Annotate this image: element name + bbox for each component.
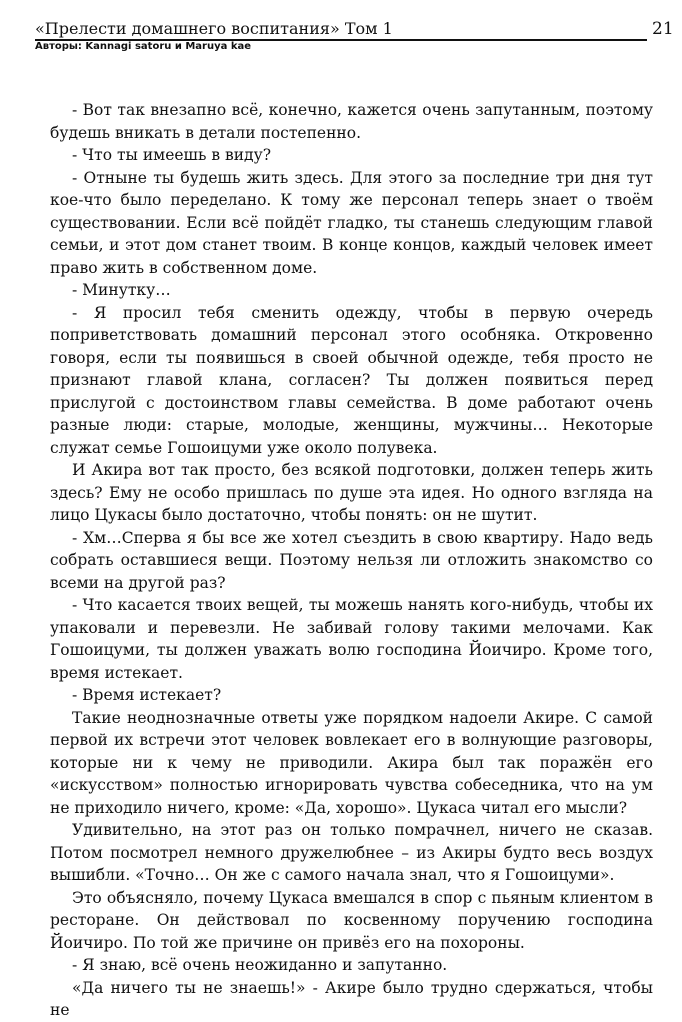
paragraph: - Минутку… <box>72 281 171 299</box>
paragraph: «Да ничего ты не знаешь!» - Акире было трудно сдержаться, чтобы не <box>50 978 653 1019</box>
authors-line: Авторы: Kannagi satoru и Maruya kae <box>35 41 252 52</box>
paragraph: - Хм…Сперва я бы все же хотел съездить в свою квартиру. Надо ведь собрать оставшиеся вещи. Поэтому нельзя ли отложить знакомство со всеми на другой раз? <box>50 528 653 592</box>
page-number: 21 <box>652 19 674 39</box>
body-text <box>50 99 653 1022</box>
paragraph: - Я знаю, всё очень неожиданно и запутанно. <box>72 956 448 974</box>
paragraph: - Отныне ты будешь жить здесь. Для этого за последние три дня тут кое-что было переделано. К тому же персонал теперь знает о твоём существовании. Если всё пойдёт гладко, ты станешь следующим главой семьи, и этот дом станет твоим. В конце концов, каждый человек имеет право жить в собственном доме. <box>50 168 653 277</box>
paragraph: - Я просил тебя сменить одежду, чтобы в первую очередь поприветствовать домашний персонал этого особняка. Откровенно говоря, если ты появишься в своей обычной одежде, тебя просто не признают главой клана, согласен? Ты должен появиться перед прислугой с достоинством главы семейства. В доме работают очень разные люди: старые, молодые, женщины, мужчины… Некоторые служат семье Гошоицуми уже около полувека. <box>50 303 653 457</box>
paragraph: Удивительно, на этот раз он только помрачнел, ничего не сказав. Потом посмотрел немного дружелюбнее – из Акиры будто весь воздух вышибли. «Точно… Он же с самого начала знал, что я Гошоицуми». <box>50 821 653 884</box>
running-header <box>35 14 647 54</box>
paragraph: Это объясняло, почему Цукаса вмешался в спор с пьяным клиентом в ресторане. Он действовал по косвенному поручению господина Йоичиро. По той же причине он привёз его на похороны. <box>50 888 653 952</box>
paragraph: И Акира вот так просто, без всякой подготовки, должен теперь жить здесь? Ему не особо пришлась по душе эта идея. Но одного взгляда на лицо Цукасы было достаточно, чтобы понять: он не шутит. <box>50 461 653 524</box>
paragraph: - Что ты имеешь в виду? <box>72 146 272 164</box>
paragraph: - Вот так внезапно всё, конечно, кажется очень запутанным, поэтому будешь вникать в детали постепенно. <box>50 101 653 142</box>
paragraph: - Что касается твоих вещей, ты можешь нанять кого-нибудь, чтобы их упаковали и перевезли. Не забивай голову такими мелочами. Как Гошоицуми, ты должен уважать волю господина Йоичиро. Кроме того, время истекает. <box>50 596 653 682</box>
book-title: «Прелести домашнего воспитания» Том 1 <box>35 19 393 38</box>
paragraph: Такие неоднозначные ответы уже порядком надоели Акире. С самой первой их встречи этот человек вовлекает его в волнующие разговоры, которые ни к чему не приводили. Акира был так поражён его «искусством» полностью игнорировать чувства собеседника, что на ум не приходило ничего, кроме: «Да, хорошо». Цукаса читал его мысли? <box>50 708 653 817</box>
paragraph: - Время истекает? <box>72 686 222 704</box>
